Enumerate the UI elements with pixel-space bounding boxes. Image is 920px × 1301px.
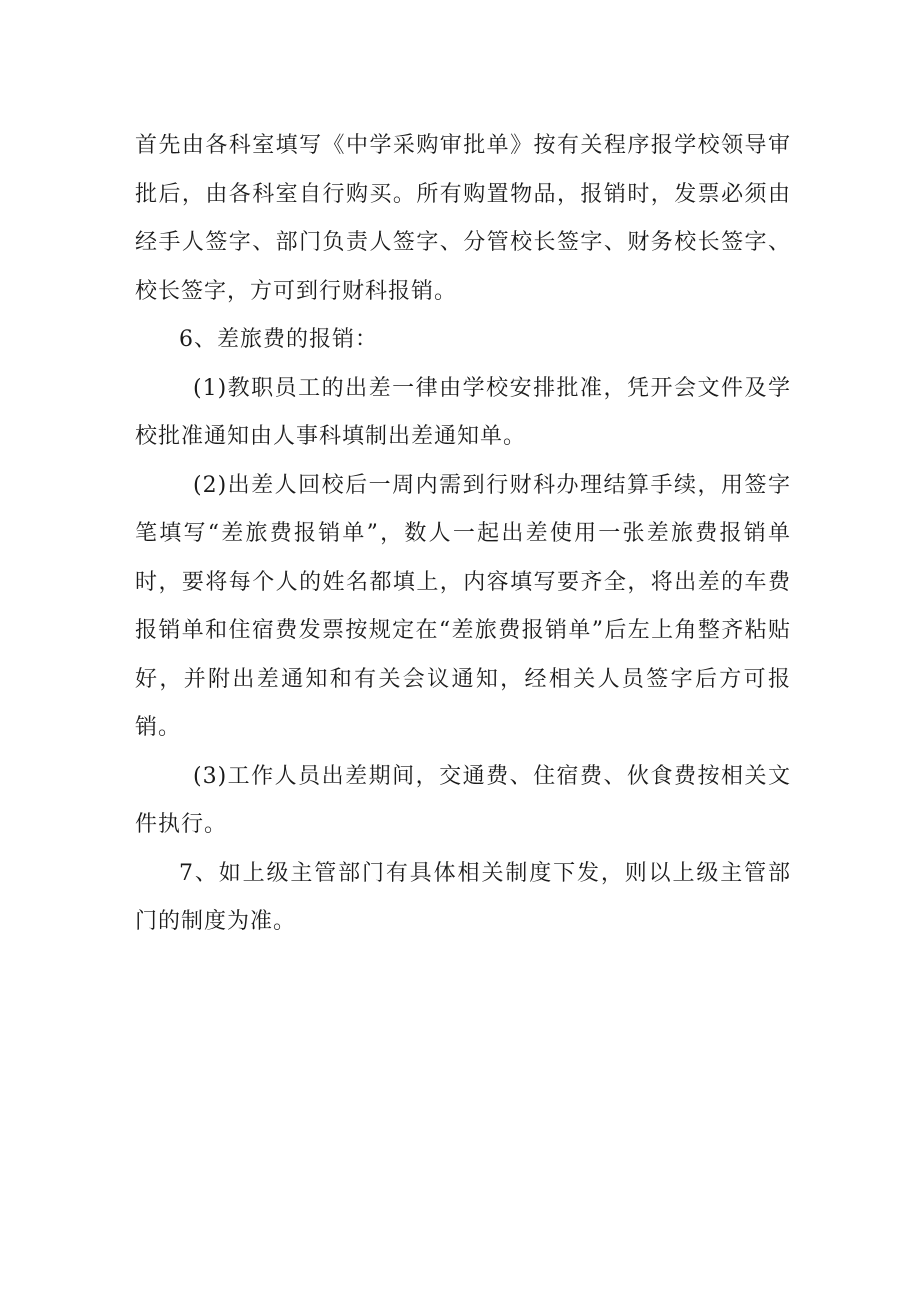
paragraph-travel-item-3: (3)工作人员出差期间，交通费、住宿费、伙食费按相关文件执行。 — [135, 763, 791, 837]
paragraph-procurement-approval: 首先由各科室填写《中学采购审批单》按有关程序报学校领导审批后，由各科室自行购买。所有购置物品，报销时，发票必须由经手人签字、部门负责人签字、分管校长签字、财务校长签字、校长签字，方可到行财科报销。 — [135, 133, 791, 304]
paragraph-travel-item-1: (1)教职员工的出差一律由学校安排批准，凭开会文件及学校批准通知由人事科填制出差通知单。 — [135, 375, 791, 449]
paragraph-superior-regulation: 7、如上级主管部门有具体相关制度下发，则以上级主管部门的制度为准。 — [135, 860, 791, 934]
document-body — [135, 122, 791, 947]
paragraph-travel-item-2: (2)出差人回校后一周内需到行财科办理结算手续，用签字笔填写“差旅费报销单”，数人一起出差使用一张差旅费报销单时，要将每个人的姓名都填上，内容填写要齐全，将出差的车费报销单和住宿费发票按规定在“差旅费报销单”后左上角整齐粘贴好，并附出差通知和有关会议通知，经相关人员签字后方可报销。 — [135, 472, 791, 740]
heading-travel-reimbursement: 6、差旅费的报销： — [179, 327, 378, 352]
